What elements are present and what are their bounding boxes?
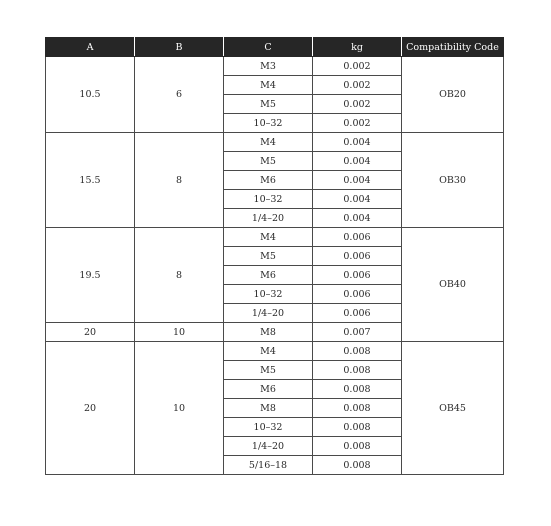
cell-b: 6 — [135, 57, 224, 133]
cell-c: M8 — [224, 323, 313, 342]
cell-c: M5 — [224, 152, 313, 171]
cell-kg: 0.004 — [313, 171, 402, 190]
cell-c: M4 — [224, 228, 313, 247]
cell-c: 10–32 — [224, 418, 313, 437]
cell-c: M5 — [224, 95, 313, 114]
cell-b: 8 — [135, 133, 224, 228]
cell-compatibility-code: OB30 — [402, 133, 504, 228]
cell-kg: 0.004 — [313, 209, 402, 228]
cell-kg: 0.008 — [313, 399, 402, 418]
cell-kg: 0.006 — [313, 285, 402, 304]
cell-c: 1/4–20 — [224, 209, 313, 228]
cell-c: 5/16–18 — [224, 456, 313, 475]
cell-c: M6 — [224, 266, 313, 285]
cell-c: M4 — [224, 76, 313, 95]
cell-c: 1/4–20 — [224, 437, 313, 456]
table-row — [46, 57, 504, 76]
table-body — [46, 57, 504, 475]
cell-kg: 0.008 — [313, 361, 402, 380]
cell-b: 10 — [135, 342, 224, 475]
cell-c: M3 — [224, 57, 313, 76]
cell-a: 20 — [46, 342, 135, 475]
header-compatibility-code: Compatibility Code — [402, 38, 504, 57]
cell-c: M8 — [224, 399, 313, 418]
header-a: A — [46, 38, 135, 57]
cell-c: 1/4–20 — [224, 304, 313, 323]
cell-kg: 0.008 — [313, 342, 402, 361]
cell-kg: 0.002 — [313, 95, 402, 114]
cell-c: M6 — [224, 171, 313, 190]
table-row — [46, 133, 504, 152]
cell-kg: 0.002 — [313, 76, 402, 95]
cell-kg: 0.004 — [313, 190, 402, 209]
cell-a: 20 — [46, 323, 135, 342]
cell-kg: 0.006 — [313, 228, 402, 247]
cell-kg: 0.006 — [313, 247, 402, 266]
cell-c: 10–32 — [224, 285, 313, 304]
cell-kg: 0.002 — [313, 57, 402, 76]
cell-compatibility-code: OB20 — [402, 57, 504, 133]
table-row — [46, 342, 504, 361]
cell-c: M4 — [224, 133, 313, 152]
cell-kg: 0.002 — [313, 114, 402, 133]
cell-b: 10 — [135, 323, 224, 342]
cell-kg: 0.004 — [313, 152, 402, 171]
cell-kg: 0.008 — [313, 380, 402, 399]
cell-a: 19.5 — [46, 228, 135, 323]
cell-c: 10–32 — [224, 190, 313, 209]
spec-table — [45, 37, 504, 475]
cell-c: M5 — [224, 361, 313, 380]
header-kg: kg — [313, 38, 402, 57]
header-row — [46, 38, 504, 57]
table-row — [46, 228, 504, 247]
cell-compatibility-code: OB40 — [402, 228, 504, 342]
cell-kg: 0.008 — [313, 418, 402, 437]
cell-c: M6 — [224, 380, 313, 399]
cell-compatibility-code: OB45 — [402, 342, 504, 475]
cell-kg: 0.006 — [313, 304, 402, 323]
cell-a: 15.5 — [46, 133, 135, 228]
cell-kg: 0.004 — [313, 133, 402, 152]
cell-kg: 0.008 — [313, 456, 402, 475]
cell-c: M5 — [224, 247, 313, 266]
cell-kg: 0.006 — [313, 266, 402, 285]
header-c: C — [224, 38, 313, 57]
cell-kg: 0.007 — [313, 323, 402, 342]
cell-c: M4 — [224, 342, 313, 361]
cell-a: 10.5 — [46, 57, 135, 133]
cell-b: 8 — [135, 228, 224, 323]
cell-kg: 0.008 — [313, 437, 402, 456]
cell-c: 10–32 — [224, 114, 313, 133]
header-b: B — [135, 38, 224, 57]
